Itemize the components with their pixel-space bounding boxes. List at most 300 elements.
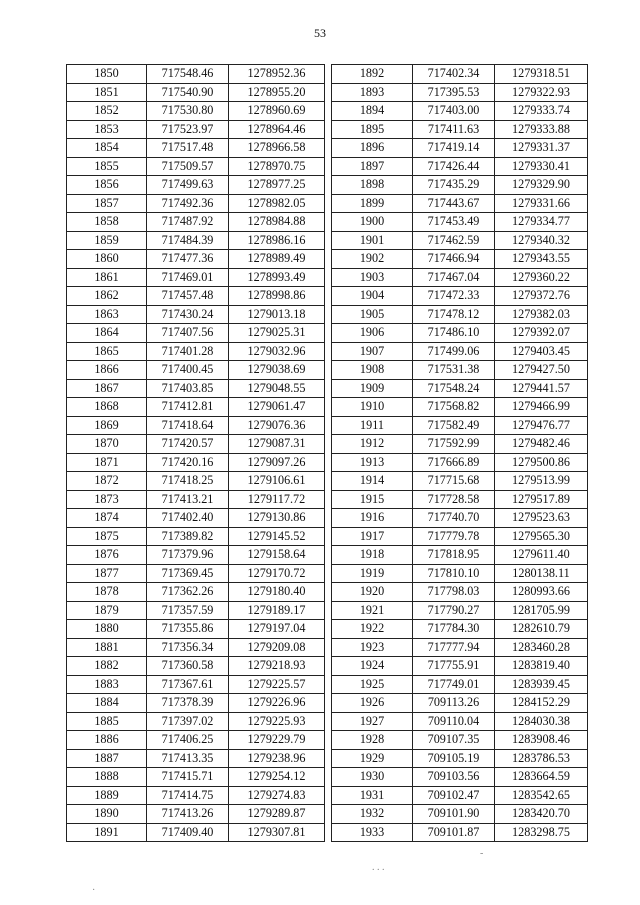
- table-row: [67, 176, 325, 195]
- table-row: [67, 268, 325, 287]
- y-coordinate-cell: 1279307.81: [229, 823, 325, 842]
- x-coordinate-cell: 717810.10: [413, 564, 495, 583]
- point-number-cell: 1852: [67, 102, 147, 121]
- x-coordinate-cell: 717592.99: [413, 435, 495, 454]
- y-coordinate-cell: 1279226.96: [229, 694, 325, 713]
- y-coordinate-cell: 1279158.64: [229, 546, 325, 565]
- x-coordinate-cell: 717419.14: [413, 139, 495, 158]
- table-row: [332, 416, 588, 435]
- x-coordinate-cell: 717414.75: [147, 786, 229, 805]
- y-coordinate-cell: 1283819.40: [495, 657, 588, 676]
- y-coordinate-cell: 1279013.18: [229, 305, 325, 324]
- point-number-cell: 1858: [67, 213, 147, 232]
- point-number-cell: 1882: [67, 657, 147, 676]
- x-coordinate-cell: 717777.94: [413, 638, 495, 657]
- y-coordinate-cell: 1279254.12: [229, 768, 325, 787]
- y-coordinate-cell: 1278966.58: [229, 139, 325, 158]
- point-number-cell: 1927: [332, 712, 413, 731]
- x-coordinate-cell: 717356.34: [147, 638, 229, 657]
- x-coordinate-cell: 717755.91: [413, 657, 495, 676]
- y-coordinate-cell: 1278993.49: [229, 268, 325, 287]
- y-coordinate-cell: 1278984.88: [229, 213, 325, 232]
- y-coordinate-cell: 1278960.69: [229, 102, 325, 121]
- point-number-cell: 1922: [332, 620, 413, 639]
- y-coordinate-cell: 1279106.61: [229, 472, 325, 491]
- x-coordinate-cell: 717420.57: [147, 435, 229, 454]
- point-number-cell: 1921: [332, 601, 413, 620]
- x-coordinate-cell: 717407.56: [147, 324, 229, 343]
- point-number-cell: 1866: [67, 361, 147, 380]
- scan-mark: ·: [92, 885, 96, 896]
- x-coordinate-cell: 717530.80: [147, 102, 229, 121]
- y-coordinate-cell: 1283542.65: [495, 786, 588, 805]
- x-coordinate-cell: 717472.33: [413, 287, 495, 306]
- table-row: [332, 564, 588, 583]
- table-row: [67, 620, 325, 639]
- table-row: [332, 583, 588, 602]
- y-coordinate-cell: 1279117.72: [229, 490, 325, 509]
- x-coordinate-cell: 717418.25: [147, 472, 229, 491]
- point-number-cell: 1902: [332, 250, 413, 269]
- point-number-cell: 1895: [332, 120, 413, 139]
- x-coordinate-cell: 717798.03: [413, 583, 495, 602]
- table-row: [67, 102, 325, 121]
- y-coordinate-cell: 1279343.55: [495, 250, 588, 269]
- x-coordinate-cell: 717426.44: [413, 157, 495, 176]
- table-row: [67, 694, 325, 713]
- x-coordinate-cell: 717357.59: [147, 601, 229, 620]
- y-coordinate-cell: 1279038.69: [229, 361, 325, 380]
- y-coordinate-cell: 1279318.51: [495, 65, 588, 84]
- y-coordinate-cell: 1279330.41: [495, 157, 588, 176]
- y-coordinate-cell: 1279372.76: [495, 287, 588, 306]
- point-number-cell: 1865: [67, 342, 147, 361]
- table-row: [332, 342, 588, 361]
- point-number-cell: 1930: [332, 768, 413, 787]
- point-number-cell: 1903: [332, 268, 413, 287]
- table-row: [67, 509, 325, 528]
- table-row: [67, 231, 325, 250]
- x-coordinate-cell: 717509.57: [147, 157, 229, 176]
- point-number-cell: 1912: [332, 435, 413, 454]
- x-coordinate-cell: 709110.04: [413, 712, 495, 731]
- table-row: [67, 490, 325, 509]
- x-coordinate-cell: 717478.12: [413, 305, 495, 324]
- point-number-cell: 1915: [332, 490, 413, 509]
- table-row: [332, 546, 588, 565]
- table-row: [67, 120, 325, 139]
- point-number-cell: 1899: [332, 194, 413, 213]
- point-number-cell: 1886: [67, 731, 147, 750]
- point-number-cell: 1875: [67, 527, 147, 546]
- point-number-cell: 1883: [67, 675, 147, 694]
- x-coordinate-cell: 717400.45: [147, 361, 229, 380]
- point-number-cell: 1881: [67, 638, 147, 657]
- point-number-cell: 1928: [332, 731, 413, 750]
- y-coordinate-cell: 1279427.50: [495, 361, 588, 380]
- y-coordinate-cell: 1279238.96: [229, 749, 325, 768]
- x-coordinate-cell: 717790.27: [413, 601, 495, 620]
- page-number: 53: [314, 26, 326, 40]
- point-number-cell: 1860: [67, 250, 147, 269]
- y-coordinate-cell: 1279170.72: [229, 564, 325, 583]
- x-coordinate-cell: 717443.67: [413, 194, 495, 213]
- point-number-cell: 1932: [332, 805, 413, 824]
- point-number-cell: 1894: [332, 102, 413, 121]
- point-number-cell: 1911: [332, 416, 413, 435]
- x-coordinate-cell: 717453.49: [413, 213, 495, 232]
- x-coordinate-cell: 717403.85: [147, 379, 229, 398]
- x-coordinate-cell: 717487.92: [147, 213, 229, 232]
- point-number-cell: 1888: [67, 768, 147, 787]
- table-row: [332, 305, 588, 324]
- point-number-cell: 1891: [67, 823, 147, 842]
- x-coordinate-cell: 709105.19: [413, 749, 495, 768]
- table-row: [67, 435, 325, 454]
- point-number-cell: 1859: [67, 231, 147, 250]
- x-coordinate-cell: 717728.58: [413, 490, 495, 509]
- table-row: [332, 176, 588, 195]
- y-coordinate-cell: 1279513.99: [495, 472, 588, 491]
- point-number-cell: 1920: [332, 583, 413, 602]
- table-row: [332, 324, 588, 343]
- x-coordinate-cell: 717540.90: [147, 83, 229, 102]
- y-coordinate-cell: 1279061.47: [229, 398, 325, 417]
- x-coordinate-cell: 717486.10: [413, 324, 495, 343]
- table-row: [332, 453, 588, 472]
- y-coordinate-cell: 1279076.36: [229, 416, 325, 435]
- y-coordinate-cell: 1278964.46: [229, 120, 325, 139]
- y-coordinate-cell: 1283786.53: [495, 749, 588, 768]
- y-coordinate-cell: 1279225.93: [229, 712, 325, 731]
- table-row: [67, 583, 325, 602]
- y-coordinate-cell: 1279274.83: [229, 786, 325, 805]
- table-row: [332, 213, 588, 232]
- table-row: [67, 823, 325, 842]
- x-coordinate-cell: 717469.01: [147, 268, 229, 287]
- y-coordinate-cell: 1279523.63: [495, 509, 588, 528]
- table-row: [332, 749, 588, 768]
- point-number-cell: 1861: [67, 268, 147, 287]
- y-coordinate-cell: 1283420.70: [495, 805, 588, 824]
- table-row: [67, 416, 325, 435]
- x-coordinate-cell: 717568.82: [413, 398, 495, 417]
- x-coordinate-cell: 717412.81: [147, 398, 229, 417]
- table-row: [332, 509, 588, 528]
- y-coordinate-cell: 1279565.30: [495, 527, 588, 546]
- point-number-cell: 1850: [67, 65, 147, 84]
- point-number-cell: 1900: [332, 213, 413, 232]
- coordinates-table-left: [66, 64, 325, 842]
- y-coordinate-cell: 1278955.20: [229, 83, 325, 102]
- x-coordinate-cell: 717467.04: [413, 268, 495, 287]
- table-row: [67, 749, 325, 768]
- table-row: [332, 786, 588, 805]
- point-number-cell: 1872: [67, 472, 147, 491]
- y-coordinate-cell: 1279145.52: [229, 527, 325, 546]
- point-number-cell: 1880: [67, 620, 147, 639]
- point-number-cell: 1916: [332, 509, 413, 528]
- y-coordinate-cell: 1279340.32: [495, 231, 588, 250]
- x-coordinate-cell: 717749.01: [413, 675, 495, 694]
- table-row: [332, 435, 588, 454]
- x-coordinate-cell: 717715.68: [413, 472, 495, 491]
- x-coordinate-cell: 717413.21: [147, 490, 229, 509]
- x-coordinate-cell: 717415.71: [147, 768, 229, 787]
- point-number-cell: 1876: [67, 546, 147, 565]
- table-row: [332, 250, 588, 269]
- table-row: [332, 120, 588, 139]
- point-number-cell: 1862: [67, 287, 147, 306]
- table-row: [332, 472, 588, 491]
- y-coordinate-cell: 1282610.79: [495, 620, 588, 639]
- table-row: [67, 564, 325, 583]
- x-coordinate-cell: 717666.89: [413, 453, 495, 472]
- table-row: [67, 675, 325, 694]
- x-coordinate-cell: 717389.82: [147, 527, 229, 546]
- point-number-cell: 1933: [332, 823, 413, 842]
- table-row: [332, 268, 588, 287]
- table-row: [332, 194, 588, 213]
- table-row: [332, 231, 588, 250]
- y-coordinate-cell: 1278970.75: [229, 157, 325, 176]
- x-coordinate-cell: 717466.94: [413, 250, 495, 269]
- y-coordinate-cell: 1278952.36: [229, 65, 325, 84]
- y-coordinate-cell: 1278977.25: [229, 176, 325, 195]
- y-coordinate-cell: 1284030.38: [495, 712, 588, 731]
- point-number-cell: 1907: [332, 342, 413, 361]
- point-number-cell: 1884: [67, 694, 147, 713]
- point-number-cell: 1890: [67, 805, 147, 824]
- y-coordinate-cell: 1279611.40: [495, 546, 588, 565]
- point-number-cell: 1897: [332, 157, 413, 176]
- y-coordinate-cell: 1278986.16: [229, 231, 325, 250]
- point-number-cell: 1909: [332, 379, 413, 398]
- x-coordinate-cell: 717779.78: [413, 527, 495, 546]
- y-coordinate-cell: 1279209.08: [229, 638, 325, 657]
- x-coordinate-cell: 709103.56: [413, 768, 495, 787]
- table-row: [67, 398, 325, 417]
- y-coordinate-cell: 1284152.29: [495, 694, 588, 713]
- table-row: [67, 472, 325, 491]
- point-number-cell: 1855: [67, 157, 147, 176]
- table-row: [332, 287, 588, 306]
- table-row: [67, 601, 325, 620]
- point-number-cell: 1923: [332, 638, 413, 657]
- table-row: [67, 65, 325, 84]
- table-row: [332, 83, 588, 102]
- y-coordinate-cell: 1280138.11: [495, 564, 588, 583]
- y-coordinate-cell: 1279517.89: [495, 490, 588, 509]
- table-row: [67, 786, 325, 805]
- point-number-cell: 1868: [67, 398, 147, 417]
- y-coordinate-cell: 1279130.86: [229, 509, 325, 528]
- point-number-cell: 1898: [332, 176, 413, 195]
- point-number-cell: 1877: [67, 564, 147, 583]
- y-coordinate-cell: 1280993.66: [495, 583, 588, 602]
- y-coordinate-cell: 1278989.49: [229, 250, 325, 269]
- point-number-cell: 1873: [67, 490, 147, 509]
- y-coordinate-cell: 1279048.55: [229, 379, 325, 398]
- y-coordinate-cell: 1283298.75: [495, 823, 588, 842]
- table-row: [332, 712, 588, 731]
- x-coordinate-cell: 717402.40: [147, 509, 229, 528]
- point-number-cell: 1924: [332, 657, 413, 676]
- point-number-cell: 1896: [332, 139, 413, 158]
- point-number-cell: 1925: [332, 675, 413, 694]
- table-row: [67, 342, 325, 361]
- x-coordinate-cell: 717517.48: [147, 139, 229, 158]
- point-number-cell: 1867: [67, 379, 147, 398]
- table-row: [332, 139, 588, 158]
- point-number-cell: 1856: [67, 176, 147, 195]
- table-row: [67, 712, 325, 731]
- x-coordinate-cell: 717523.97: [147, 120, 229, 139]
- table-row: [67, 250, 325, 269]
- y-coordinate-cell: 1279382.03: [495, 305, 588, 324]
- table-row: [67, 213, 325, 232]
- x-coordinate-cell: 717413.35: [147, 749, 229, 768]
- point-number-cell: 1906: [332, 324, 413, 343]
- x-coordinate-cell: 717409.40: [147, 823, 229, 842]
- x-coordinate-cell: 717355.86: [147, 620, 229, 639]
- point-number-cell: 1929: [332, 749, 413, 768]
- y-coordinate-cell: 1279500.86: [495, 453, 588, 472]
- point-number-cell: 1919: [332, 564, 413, 583]
- y-coordinate-cell: 1279180.40: [229, 583, 325, 602]
- table-row: [67, 83, 325, 102]
- x-coordinate-cell: 717582.49: [413, 416, 495, 435]
- y-coordinate-cell: 1279403.45: [495, 342, 588, 361]
- y-coordinate-cell: 1279329.90: [495, 176, 588, 195]
- x-coordinate-cell: 717401.28: [147, 342, 229, 361]
- point-number-cell: 1887: [67, 749, 147, 768]
- table-row: [67, 657, 325, 676]
- x-coordinate-cell: 709101.87: [413, 823, 495, 842]
- x-coordinate-cell: 717395.53: [413, 83, 495, 102]
- point-number-cell: 1892: [332, 65, 413, 84]
- y-coordinate-cell: 1279482.46: [495, 435, 588, 454]
- point-number-cell: 1917: [332, 527, 413, 546]
- scan-mark: . . .: [372, 862, 385, 873]
- y-coordinate-cell: 1279197.04: [229, 620, 325, 639]
- point-number-cell: 1914: [332, 472, 413, 491]
- x-coordinate-cell: 717379.96: [147, 546, 229, 565]
- x-coordinate-cell: 717548.46: [147, 65, 229, 84]
- table-row: [67, 324, 325, 343]
- table-row: [332, 379, 588, 398]
- x-coordinate-cell: 717420.16: [147, 453, 229, 472]
- y-coordinate-cell: 1279331.66: [495, 194, 588, 213]
- x-coordinate-cell: 717457.48: [147, 287, 229, 306]
- y-coordinate-cell: 1279218.93: [229, 657, 325, 676]
- scan-mark: -: [480, 848, 484, 859]
- x-coordinate-cell: 717499.63: [147, 176, 229, 195]
- x-coordinate-cell: 717499.06: [413, 342, 495, 361]
- x-coordinate-cell: 717362.26: [147, 583, 229, 602]
- point-number-cell: 1904: [332, 287, 413, 306]
- table-row: [332, 675, 588, 694]
- y-coordinate-cell: 1279392.07: [495, 324, 588, 343]
- y-coordinate-cell: 1279189.17: [229, 601, 325, 620]
- coordinates-table-right-body: [332, 65, 588, 842]
- y-coordinate-cell: 1283908.46: [495, 731, 588, 750]
- table-row: [67, 453, 325, 472]
- point-number-cell: 1857: [67, 194, 147, 213]
- point-number-cell: 1926: [332, 694, 413, 713]
- y-coordinate-cell: 1279441.57: [495, 379, 588, 398]
- x-coordinate-cell: 717411.63: [413, 120, 495, 139]
- x-coordinate-cell: 717484.39: [147, 231, 229, 250]
- y-coordinate-cell: 1279087.31: [229, 435, 325, 454]
- table-row: [67, 194, 325, 213]
- x-coordinate-cell: 717397.02: [147, 712, 229, 731]
- point-number-cell: 1889: [67, 786, 147, 805]
- point-number-cell: 1864: [67, 324, 147, 343]
- y-coordinate-cell: 1278982.05: [229, 194, 325, 213]
- table-row: [332, 361, 588, 380]
- table-row: [67, 768, 325, 787]
- x-coordinate-cell: 717430.24: [147, 305, 229, 324]
- y-coordinate-cell: 1279025.31: [229, 324, 325, 343]
- x-coordinate-cell: 709101.90: [413, 805, 495, 824]
- table-row: [332, 823, 588, 842]
- point-number-cell: 1931: [332, 786, 413, 805]
- table-row: [332, 805, 588, 824]
- y-coordinate-cell: 1279032.96: [229, 342, 325, 361]
- table-row: [67, 805, 325, 824]
- point-number-cell: 1863: [67, 305, 147, 324]
- table-row: [332, 65, 588, 84]
- point-number-cell: 1905: [332, 305, 413, 324]
- y-coordinate-cell: 1279466.99: [495, 398, 588, 417]
- y-coordinate-cell: 1283939.45: [495, 675, 588, 694]
- point-number-cell: 1879: [67, 601, 147, 620]
- x-coordinate-cell: 717740.70: [413, 509, 495, 528]
- y-coordinate-cell: 1279322.93: [495, 83, 588, 102]
- x-coordinate-cell: 717462.59: [413, 231, 495, 250]
- x-coordinate-cell: 717531.38: [413, 361, 495, 380]
- table-row: [67, 731, 325, 750]
- table-row: [67, 139, 325, 158]
- table-row: [67, 546, 325, 565]
- table-row: [67, 157, 325, 176]
- point-number-cell: 1853: [67, 120, 147, 139]
- point-number-cell: 1870: [67, 435, 147, 454]
- x-coordinate-cell: 717477.36: [147, 250, 229, 269]
- table-row: [332, 638, 588, 657]
- coordinates-tables: [66, 64, 609, 842]
- x-coordinate-cell: 717435.29: [413, 176, 495, 195]
- coordinates-table-right: [331, 64, 588, 842]
- table-row: [332, 768, 588, 787]
- table-row: [332, 620, 588, 639]
- y-coordinate-cell: 1279097.26: [229, 453, 325, 472]
- table-row: [332, 398, 588, 417]
- x-coordinate-cell: 709107.35: [413, 731, 495, 750]
- point-number-cell: 1893: [332, 83, 413, 102]
- table-row: [332, 694, 588, 713]
- x-coordinate-cell: 717402.34: [413, 65, 495, 84]
- x-coordinate-cell: 717369.45: [147, 564, 229, 583]
- point-number-cell: 1869: [67, 416, 147, 435]
- y-coordinate-cell: 1279289.87: [229, 805, 325, 824]
- table-row: [332, 102, 588, 121]
- y-coordinate-cell: 1278998.86: [229, 287, 325, 306]
- y-coordinate-cell: 1279360.22: [495, 268, 588, 287]
- table-row: [67, 638, 325, 657]
- point-number-cell: 1908: [332, 361, 413, 380]
